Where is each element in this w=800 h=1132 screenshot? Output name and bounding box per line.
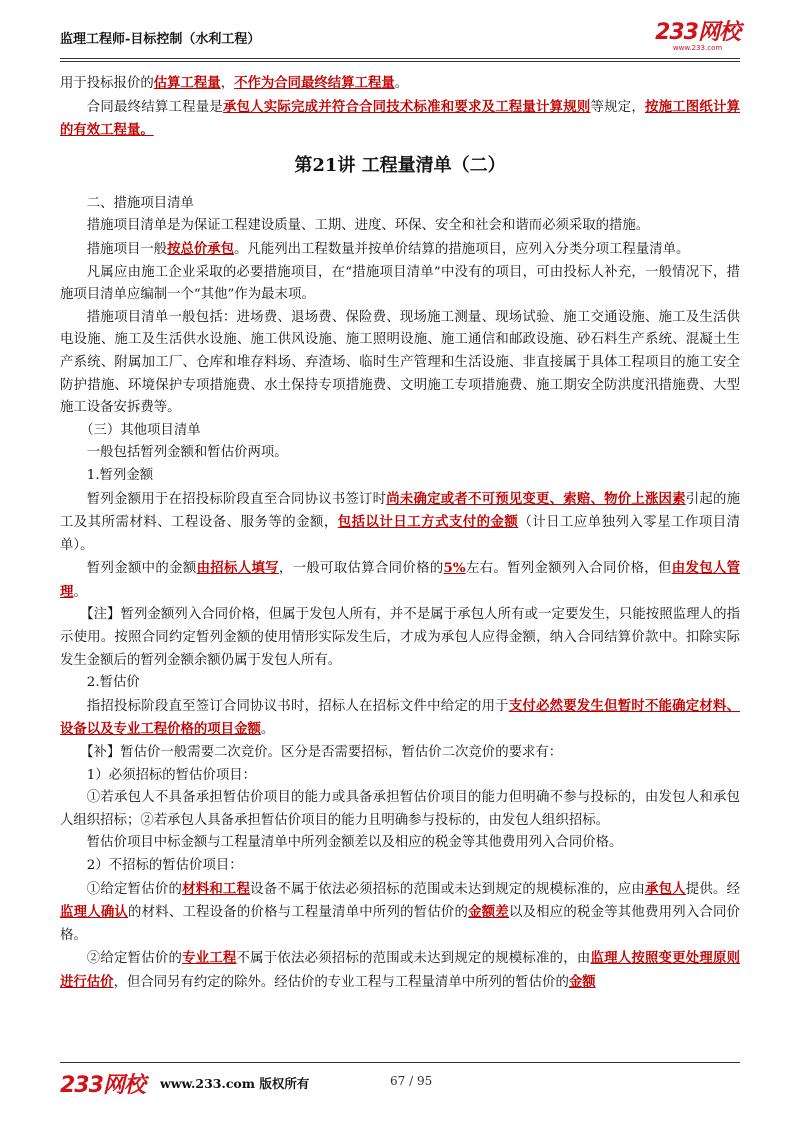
- logo-text: 233网校: [655, 20, 740, 45]
- header-divider: [60, 58, 740, 59]
- paragraph: 指招投标阶段直至签订合同协议书时，招标人在招标文件中给定的用于支付必然要发生但暂时不能确定材料、设备以及专业工程价格的项目金额。: [60, 697, 741, 738]
- logo-url: www.233.com: [672, 44, 723, 52]
- page-header: [60, 22, 740, 56]
- note-paragraph: 【补】暂估价一般需要二次竞价。区分是否需要招标，暂估价二次竞价的要求有：: [80, 745, 563, 761]
- page-footer: [60, 1068, 740, 1098]
- copyright-text: www.233.com 版权所有: [160, 1076, 310, 1091]
- paragraph: ②给定暂估价的专业工程不属于依法必须招标的范围或未达到规定的规模标准的，由监理人按照变更处理原则进行估价，但合同另有约定的除外。经估价的专业工程与工程量清单中所列的暂估价的金额: [60, 950, 741, 990]
- paragraph: 措施项目清单是为保证工程建设质量、工期、进度、环保、安全和社会和谐而必须采取的措施。: [86, 218, 650, 234]
- paragraph: 措施项目一般按总价承包。凡能列出工程数量并按单价结算的措施项目，应列入分类分项工程量清单。: [86, 240, 690, 257]
- paragraph: 措施项目清单一般包括：进场费、退场费、保险费、现场施工测量、现场试验、施工交通设施、施工及生活供电设施、施工及生活供水设施、施工供风设施、施工照明设施、施工通信和邮政设施、砂石料生产系统、混凝土生产系统、附属加工厂、仓库和堆存料场、弃渣场、临时生产管理和生活设施、非直接属于具体工程项目的施工安全防护措施、环境保护专项措施费、水土保持专项措施费、文明施工专项措施费、施工期安全防洪度汛措施费、大型施工设备安拆费等。: [60, 309, 740, 416]
- footer-logo[interactable]: 233网校: [60, 1073, 145, 1098]
- paragraph: 暂列金额用于在招投标阶段直至合同协议书签订时尚未确定或者不可预见变更、索赔、物价上涨因素引起的施工及其所需材料、工程设备、服务等的金额，包括以计日工方式支付的金额（计日工应单独列入零星工作项目清单）。: [60, 490, 741, 553]
- paragraph: 暂列金额中的金额由招标人填写，一般可取估算合同价格的5%左右。暂列金额列入合同价格，但由发包人管理。: [60, 560, 741, 600]
- footer-divider: [60, 1062, 740, 1063]
- list-heading: 2）不招标的暂估价项目：: [86, 858, 243, 873]
- paragraph: ①给定暂估价的材料和工程设备不属于依法必须招标的范围或未达到规定的规模标准的，应由承包人提供。经监理人确认的材料、工程设备的价格与工程量清单中所列的暂估价的金额差以及相应的税金等其他费用列入合同价格。: [60, 880, 741, 943]
- subsection-heading: 2.暂估价: [86, 675, 140, 691]
- section-title: 第21讲 工程量清单（二）: [294, 154, 506, 176]
- paragraph: 用于投标报价的估算工程量，不作为合同最终结算工程量。: [60, 75, 409, 91]
- paragraph: 凡属应由施工企业采取的必要措施项目，在“措施项目清单”中没有的项目，可由投标人补充，一般情况下，措施项目清单应编制一个“其他”作为最末项。: [60, 264, 740, 303]
- section-heading: 二、措施项目清单: [86, 195, 194, 211]
- header-divider-2: [60, 61, 740, 62]
- brand-logo[interactable]: [655, 22, 740, 53]
- note-paragraph: 【注】暂列金额列入合同价格，但属于发包人所有，并不是属于承包人所有或一定要发生，只能按照监理人的指示使用。按照合同约定暂列金额的使用情形实际发生后，才成为承包人应得金额，纳入合同结算价款中。扣除实际发生金额后的暂列金额余额仍属于发包人所有。: [60, 607, 740, 668]
- document-body: [60, 72, 740, 995]
- list-heading: 1）必须招标的暂估价项目：: [86, 767, 257, 783]
- subsection-heading: 1.暂列金额: [86, 467, 154, 483]
- paragraph: 暂估价项目中标金额与工程量清单中所列金额差以及相应的税金等其他费用列入合同价格。: [86, 835, 623, 851]
- page-number: 67 / 95: [390, 1074, 433, 1088]
- paragraph: 一般包括暂列金额和暂估价两项。: [86, 445, 288, 461]
- section-heading: （三）其他项目清单: [80, 422, 201, 438]
- document-title: 监理工程师-目标控制（水利工程）: [60, 32, 261, 47]
- paragraph: 合同最终结算工程量是承包人实际完成并符合合同技术标准和要求及工程量计算规则等规定，按施工图纸计算的有效工程量。: [60, 98, 741, 139]
- paragraph: ①若承包人不具备承担暂估价项目的能力或具备承担暂估价项目的能力但明确不参与投标的，由发包人和承包人组织招标；②若承包人具备承担暂估价项目的能力且明确参与投标的，由发包人组织招标。: [60, 790, 740, 828]
